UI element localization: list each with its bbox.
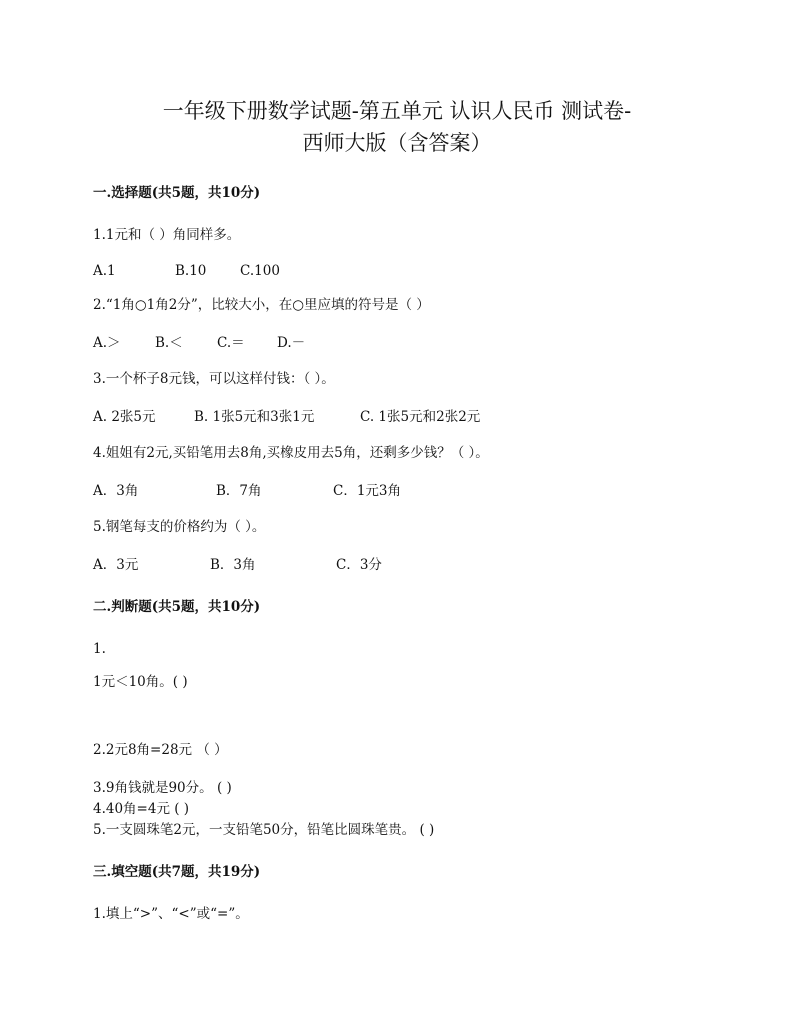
judge-q5-text: 5.一支圆珠笔2元，一支铅笔50分，铅笔比圆珠笔贵。 ( )	[93, 822, 435, 838]
doc-title-line2: 西师大版（含答案）	[302, 131, 492, 155]
fill-q1-text: 1.填上“>”、“<”或“=”。	[93, 906, 249, 922]
judge-q1-number: 1.	[93, 641, 106, 657]
choice-q3-option-c: C. 1张5元和2张2元	[360, 409, 481, 425]
choice-q4-option-c: C．1元3角	[333, 483, 402, 499]
choice-q2-option-b: B.＜	[155, 335, 183, 351]
section-judge-header: 二.判断题(共5题，共10分)	[93, 599, 261, 615]
section-choice-header: 一.选择题(共5题，共10分)	[93, 185, 261, 201]
judge-q2-text: 2.2元8角=28元 （ ）	[93, 742, 228, 758]
choice-q1-option-a: A.1	[93, 263, 116, 279]
choice-q4-text: 4.姐姐有2元,买铅笔用去8角,买橡皮用去5角，还剩多少钱？（ ）。	[93, 445, 489, 461]
choice-q1-option-c: C.100	[240, 263, 280, 279]
choice-q4-option-b: B．7角	[216, 483, 262, 499]
judge-q4-text: 4.40角=4元 ( )	[93, 801, 190, 817]
choice-q5-option-b: B．3角	[210, 557, 256, 573]
choice-q1-option-b: B.10	[175, 263, 207, 279]
judge-q3-text: 3.9角钱就是90分。 ( )	[93, 780, 232, 796]
choice-q3-option-b: B. 1张5元和3张1元	[194, 409, 315, 425]
judge-q1-text: 1元＜10角。( )	[93, 674, 188, 690]
choice-q3-text: 3.一个杯子8元钱，可以这样付钱：（ ）。	[93, 371, 335, 387]
choice-q2-text: 2.“1角○1角2分”，比较大小，在○里应填的符号是（ ）	[93, 297, 430, 313]
choice-q2-option-c: C.＝	[217, 335, 245, 351]
choice-q2-option-a: A.＞	[93, 335, 121, 351]
choice-q3-option-a: A. 2张5元	[93, 409, 156, 425]
choice-q5-option-c: C．3分	[336, 557, 382, 573]
choice-q1-text: 1.1元和（ ）角同样多。	[93, 227, 241, 243]
choice-q4-option-a: A．3角	[93, 483, 139, 499]
choice-q5-text: 5.钢笔每支的价格约为（ ）。	[93, 519, 266, 535]
doc-title-line1: 一年级下册数学试题-第五单元 认识人民币 测试卷-	[162, 99, 632, 123]
choice-q2-option-d: D.－	[277, 335, 306, 351]
section-fill-header: 三.填空题(共7题，共19分)	[93, 864, 261, 880]
choice-q5-option-a: A．3元	[93, 557, 139, 573]
